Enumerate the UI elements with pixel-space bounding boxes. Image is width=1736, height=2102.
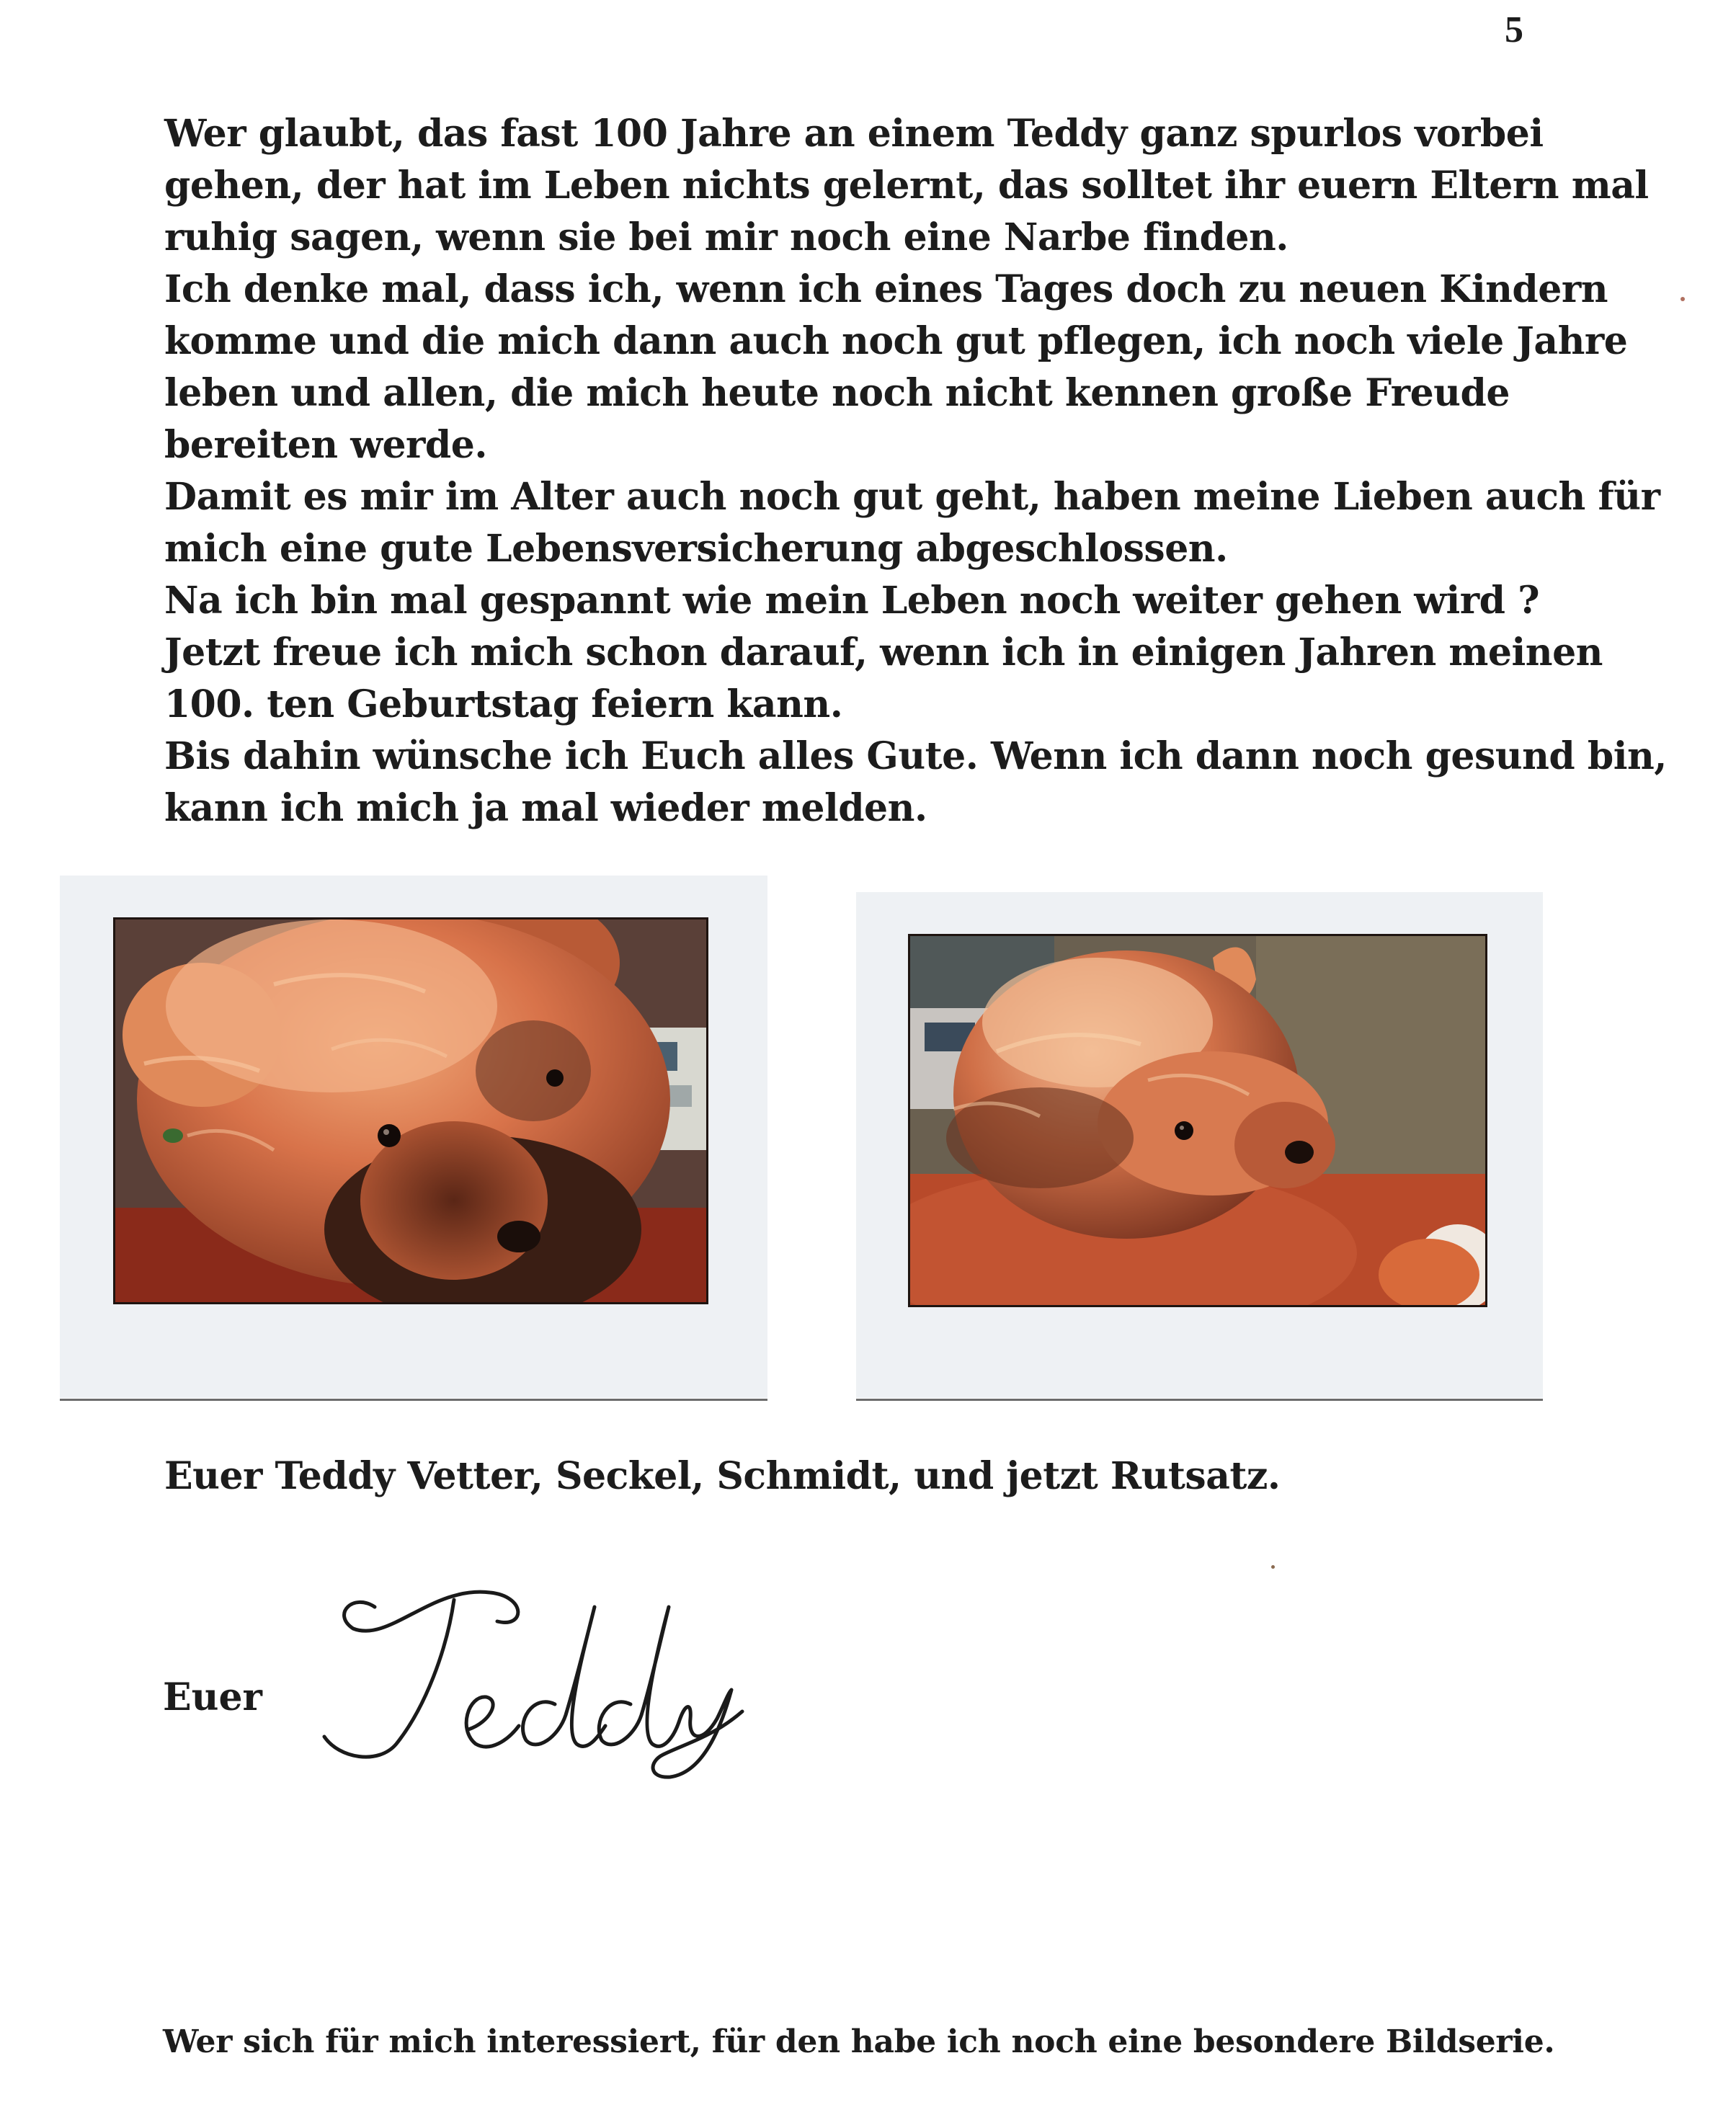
scan-speck <box>1681 297 1685 301</box>
photo-underline <box>60 1399 767 1401</box>
body-line: Jetzt freue ich mich schon darauf, wenn ich in einigen Jahren meinen <box>164 631 1603 674</box>
body-text <box>164 108 1667 834</box>
teddy-face-photo <box>113 917 708 1304</box>
body-line: bereiten werde. <box>164 423 487 467</box>
scan-speck <box>1271 1565 1275 1569</box>
teddy-signature <box>310 1564 757 1780</box>
body-line: Wer glaubt, das fast 100 Jahre an einem Teddy ganz spurlos vorbei <box>164 112 1544 156</box>
photo-underline <box>856 1399 1543 1401</box>
page-number: 5 <box>1505 9 1523 50</box>
body-line: mich eine gute Lebensversicherung abgeschlossen. <box>164 527 1228 571</box>
signoff-line: Euer Teddy Vetter, Seckel, Schmidt, und jetzt Rutsatz. <box>164 1454 1281 1498</box>
body-line: komme und die mich dann auch noch gut pflegen, ich noch viele Jahre <box>164 319 1628 363</box>
body-line: ruhig sagen, wenn sie bei mir noch eine Narbe finden. <box>164 215 1288 259</box>
body-line: Bis dahin wünsche ich Euch alles Gute. Wenn ich dann noch gesund bin, <box>164 734 1667 778</box>
photo-frame-right <box>856 892 1543 1398</box>
closing-euer: Euer <box>163 1675 262 1719</box>
teddy-profile-image <box>910 936 1485 1305</box>
teddy-profile-photo <box>908 934 1487 1307</box>
body-line: kann ich mich ja mal wieder melden. <box>164 786 927 830</box>
footer-text: Wer sich für mich interessiert, für den habe ich noch eine besondere Bildserie. <box>163 2023 1555 2060</box>
photo-frame-left <box>60 876 767 1398</box>
body-line: Ich denke mal, dass ich, wenn ich eines Tages doch zu neuen Kindern <box>164 267 1608 311</box>
body-line: 100. ten Geburtstag feiern kann. <box>164 682 843 726</box>
teddy-face-image <box>115 919 706 1302</box>
body-line: Na ich bin mal gespannt wie mein Leben noch weiter gehen wird ? <box>164 579 1540 623</box>
body-line: leben und allen, die mich heute noch nicht kennen große Freude <box>164 371 1510 415</box>
body-line: Damit es mir im Alter auch noch gut geht, haben meine Lieben auch für <box>164 475 1660 519</box>
body-line: gehen, der hat im Leben nichts gelernt, das solltet ihr euern Eltern mal <box>164 164 1649 208</box>
